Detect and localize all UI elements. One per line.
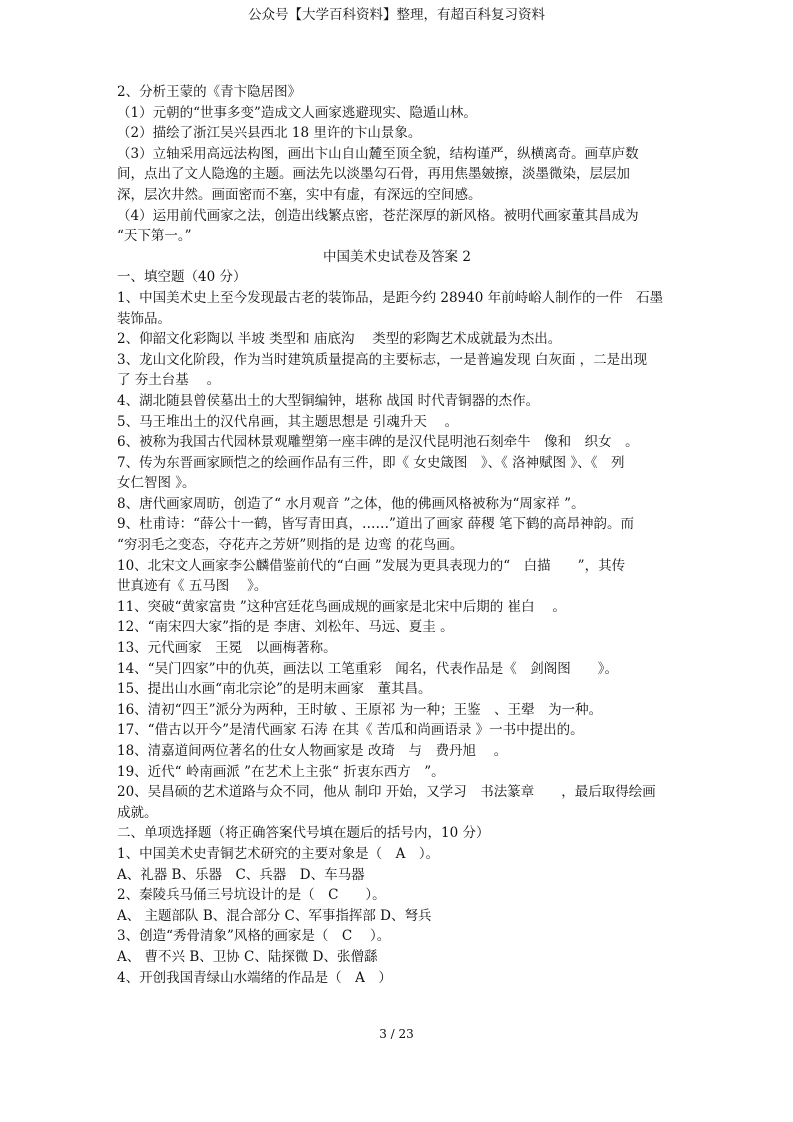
fill-blank-line: 3、龙山文化阶段，作为当时建筑质量提高的主要标志，一是普遍发现 白灰面 ，二是出现: [117, 351, 648, 368]
fill-blank-line: 世真迹有《 五马图 》。: [117, 578, 268, 595]
choice-question: 1、中国美术史青铜艺术研究的主要对象是（ A ）。: [117, 845, 440, 862]
question-title: 2、分析王蒙的《青卞隐居图》: [117, 84, 302, 100]
answer-line: （2）描绘了浙江吴兴县西北 18 里许的卞山景象。: [117, 125, 422, 142]
fill-blank-line: 1、中国美术史上至今发现最古老的装饰品，是距今约 28940 年前峙峪人制作的一件 石墨: [117, 289, 664, 306]
fill-blank-line: 16、清初“四王”派分为两种，王时敏 、王原祁 为一种；王鉴 、王翚 为一种。: [117, 701, 603, 718]
section-heading: 二、单项选择题（将正确答案代号填在题后的括号内，10 分）: [117, 825, 490, 842]
document-body: [117, 82, 677, 988]
fill-blank-line: 8、唐代画家周昉，创造了“ 水月观音 ”之体，他的佛画风格被称为“周家祥 ”。: [117, 495, 585, 512]
fill-blank-line: 13、元代画家 王冕 以画梅著称。: [117, 640, 337, 657]
fill-blank-line: 10、北宋文人画家李公麟借鉴前代的“白画 ”发展为更具表现力的“ 白描 ”，其传: [117, 557, 626, 574]
fill-blank-line: 12、“南宋四大家”指的是 李唐、刘松年、马远、夏圭 。: [117, 619, 454, 636]
choice-options: A、 曹不兴 B、卫协 C、陆探微 D、张僧繇: [117, 948, 378, 965]
answer-line: “天下第一。”: [117, 228, 192, 245]
fill-blank-line: 17、“借古以开今”是清代画家 石涛 在其《 苦瓜和尚画语录 》一书中提出的。: [117, 722, 584, 739]
fill-blank-line: 4、湖北随县曾侯墓出土的大型铜编钟，堪称 战国 时代青铜器的杰作。: [117, 392, 540, 409]
answer-line: （1）元朝的“世事多变”造成文人画家逃避现实、隐遁山林。: [117, 104, 477, 121]
fill-blank-line: 成就。: [117, 804, 158, 821]
fill-blank-line: 14、“吴门四家”中的仇英，画法以 工笔重彩 闻名，代表作品是《 剑阁图 》。: [117, 660, 619, 677]
choice-question: 3、创造“秀骨清象”风格的画家是（ C ）。: [117, 928, 391, 945]
exam-title: 中国美术史试卷及答案 2: [323, 248, 471, 265]
fill-blank-line: 了 夯土台基 。: [117, 372, 221, 389]
fill-blank-line: 18、清嘉道间两位著名的仕女人物画家是 改琦 与 费丹旭 。: [117, 743, 508, 759]
fill-blank-line: 女仁智图 》。: [117, 475, 196, 492]
page-header: 公众号【大学百科资料】整理，有超百科复习资料: [248, 7, 545, 23]
page-number: 3 / 23: [379, 1027, 414, 1041]
fill-blank-line: 5、马王堆出土的汉代帛画，其主题思想是 引魂升天 。: [117, 413, 459, 430]
fill-blank-line: 2、仰韶文化彩陶以 半坡 类型和 庙底沟 类型的彩陶艺术成就最为杰出。: [117, 331, 562, 348]
answer-line: 深，层次井然。画面密而不塞，实中有虚，有深远的空间感。: [117, 186, 482, 203]
answer-line: 间，点出了文人隐逸的主题。画法先以淡墨勾石骨，再用焦墨皴擦，淡墨微染，层层加: [117, 166, 630, 183]
answer-line: （4）运用前代画家之法，创造出线繁点密，苍茫深厚的新风格。被明代画家董其昌成为: [117, 207, 639, 224]
fill-blank-line: 19、近代“ 岭南画派 ”在艺术上主张“ 折衷东西方 ”。: [117, 763, 445, 780]
fill-blank-line: “穷羽毛之变态，夺花卉之芳妍”则指的是 边鸾 的花鸟画。: [117, 537, 464, 554]
answer-line: （3）立轴采用高远法构图，画出卞山自山麓至顶全貌，结构谨严，纵横离奇。画草庐数: [117, 145, 639, 162]
choice-options: A、 主题部队 B、混合部分 C、军事指挥部 D、弩兵: [117, 907, 432, 924]
fill-blank-line: 15、提出山水画“南北宗论”的是明末画家 董其昌。: [117, 681, 432, 698]
choice-question: 4、开创我国青绿山水端绪的作品是（ A ）: [117, 969, 392, 986]
fill-blank-line: 11、突破“黄家富贵 ”这种宫廷花鸟画成规的画家是北宋中后期的 崔白 。: [117, 598, 566, 615]
choice-question: 2、秦陵兵马俑三号坑设计的是（ C ）。: [117, 887, 386, 904]
choice-options: A、礼器 B、乐器 C、兵器 D、车马器: [117, 866, 365, 883]
fill-blank-line: 20、吴昌硕的艺术道路与众不同，他从 制印 开始，又学习 书法篆章 ，最后取得绘画: [117, 784, 656, 801]
fill-blank-line: 9、杜甫诗：“薛公十一鹤，皆写青田真，……”道出了画家 薛稷 笔下鹤的高昂神韵。而: [117, 516, 634, 533]
section-heading: 一、填空题（40 分）: [117, 269, 247, 286]
fill-blank-line: 7、传为东晋画家顾恺之的绘画作品有三件，即《 女史箴图 》、《 洛神赋图 》、《 列: [117, 454, 625, 471]
fill-blank-line: 装饰品。: [117, 310, 171, 327]
fill-blank-line: 6、被称为我国古代园林景观雕塑第一座丰碑的是汉代昆明池石刻牵牛 像和 织女 。: [117, 434, 639, 451]
